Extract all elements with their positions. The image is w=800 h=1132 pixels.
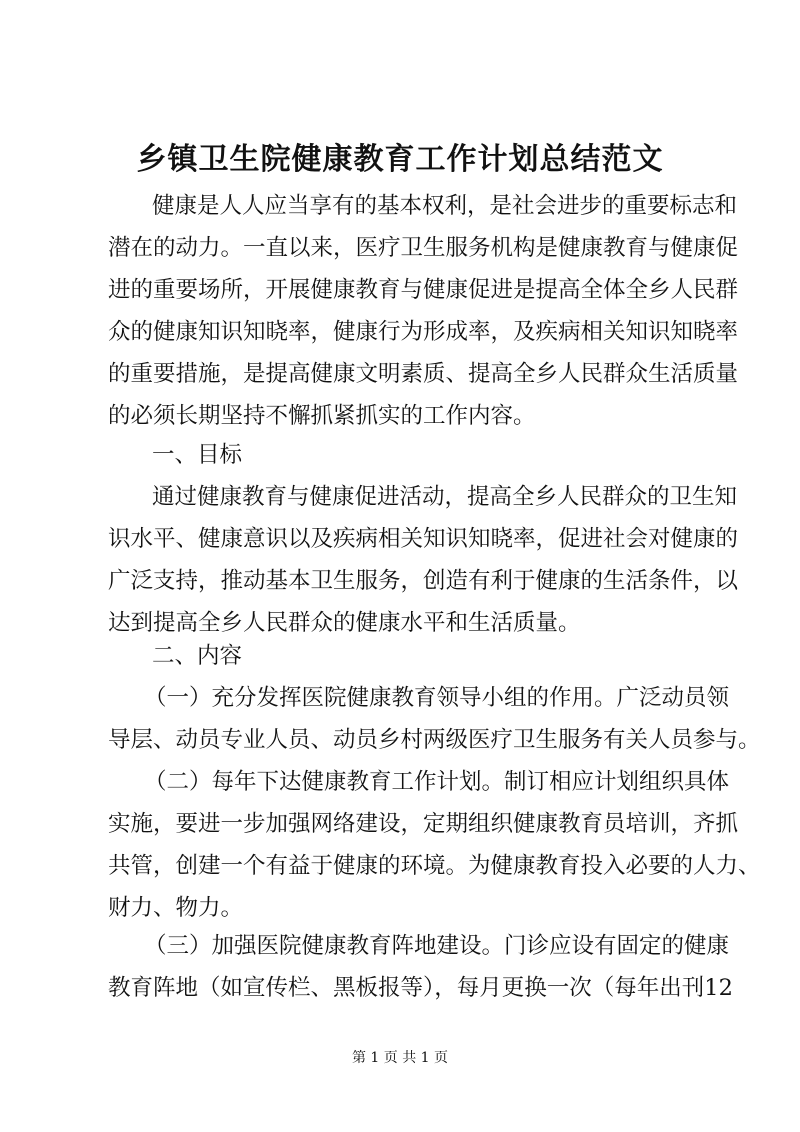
paragraph-line: （三）加强医院健康教育阵地建设。门诊应设有固定的健康 [144, 933, 730, 959]
section-heading: 一、目标 [152, 442, 243, 468]
paragraph-line: 健康是人人应当享有的基本权利，是社会进步的重要标志和 [152, 193, 738, 219]
paragraph-line: 通过健康教育与健康促进活动，提高全乡人民群众的卫生知 [152, 484, 738, 510]
paragraph-line: 财力、物力。 [108, 895, 244, 921]
paragraph-line: 实施，要进一步加强网络建设，定期组织健康教育员培训，齐抓 [108, 811, 739, 837]
page-footer: 第 1 页 共 1 页 [351, 1050, 449, 1066]
document-title: 乡镇卫生院健康教育工作计划总结范文 [136, 142, 664, 177]
paragraph-line: 的重要措施，是提高健康文明素质、提高全乡人民群众生活质量 [108, 361, 739, 387]
paragraph-line: 导层、动员专业人员、动员乡村两级医疗卫生服务有关人员参与。 [108, 727, 761, 753]
paragraph-line: 广泛支持，推动基本卫生服务，创造有利于健康的生活条件，以 [108, 568, 739, 594]
paragraph-line: 共管，创建一个有益于健康的环境。为健康教育投入必要的人力、 [108, 853, 761, 879]
paragraph-line: （一）充分发挥医院健康教育领导小组的作用。广泛动员领 [144, 685, 730, 711]
paragraph-line: 进的重要场所，开展健康教育与健康促进是提高全体全乡人民群 [108, 277, 739, 303]
paragraph-line: 识水平、健康意识以及疾病相关知识知晓率，促进社会对健康的 [108, 526, 739, 552]
paragraph-line: 教育阵地（如宣传栏、黑板报等），每月更换一次（每年出刊12 [108, 975, 733, 1001]
paragraph-line: 潜在的动力。一直以来，医疗卫生服务机构是健康教育与健康促 [108, 235, 739, 261]
paragraph-line: （二）每年下达健康教育工作计划。制订相应计划组织具体 [144, 769, 730, 795]
section-heading: 二、内容 [152, 643, 243, 669]
paragraph-line: 的必须长期坚持不懈抓紧抓实的工作内容。 [108, 403, 536, 429]
paragraph-line: 达到提高全乡人民群众的健康水平和生活质量。 [108, 610, 581, 636]
paragraph-line: 众的健康知识知晓率，健康行为形成率，及疾病相关知识知晓率 [108, 319, 739, 345]
